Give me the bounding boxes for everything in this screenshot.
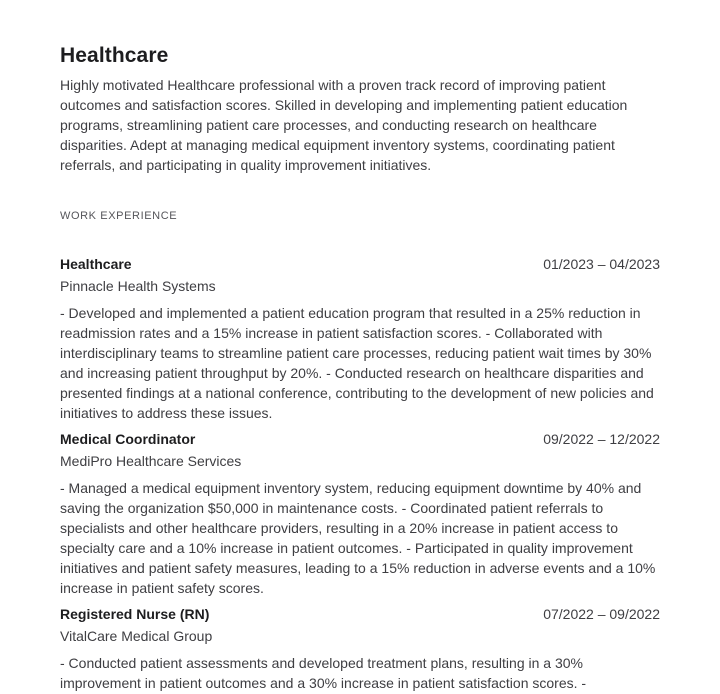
job-company: MediPro Healthcare Services bbox=[60, 453, 242, 469]
job-title: Registered Nurse (RN) bbox=[60, 606, 210, 622]
section-label-work-experience: WORK EXPERIENCE bbox=[60, 210, 178, 222]
resume-title: Healthcare bbox=[60, 44, 169, 67]
job-dates: 07/2022 – 09/2022 bbox=[543, 606, 660, 622]
work-experience-entry bbox=[60, 429, 660, 598]
job-description: - Managed a medical equipment inventory system, reducing equipment downtime by 40% and saving the organization $50,000 in maintenance costs. - Coordinated patient referrals to specialists and other healthcare providers, resulting in a 20% increase in patient access to specialty care and a 10% increase in patient outcomes. - Participated in quality improvement initiatives and patient safety measures, leading to a 15% reduction in adverse events and a 10% increase in patient safety scores. bbox=[60, 480, 656, 596]
job-header bbox=[60, 254, 660, 274]
resume-summary: Highly motivated Healthcare professional with a proven track record of improving patient outcomes and satisfaction scores. Skilled in developing and implementing patient education programs, streamlining patient care processes, and conducting research on healthcare disparities. Adept at managing medical equipment inventory systems, coordinating patient referrals, and participating in quality improvement initiatives. bbox=[60, 77, 628, 173]
job-company: VitalCare Medical Group bbox=[60, 628, 213, 644]
job-description: - Developed and implemented a patient education program that resulted in a 25% reduction in readmission rates and a 15% increase in patient satisfaction scores. - Collaborated with interdisciplinary teams to streamline patient care processes, reducing patient wait times by 30% and increasing patient throughput by 20%. - Conducted research on healthcare disparities and presented findings at a national conference, contributing to the development of new policies and initiatives to address these issues. bbox=[60, 305, 654, 421]
work-experience-entry bbox=[60, 604, 660, 693]
job-header bbox=[60, 429, 660, 449]
job-header bbox=[60, 604, 660, 624]
work-experience-entry bbox=[60, 254, 660, 423]
job-description: - Conducted patient assessments and developed treatment plans, resulting in a 30% improvement in patient outcomes and a 30% increase in patient satisfaction scores. - bbox=[60, 655, 587, 691]
job-title: Healthcare bbox=[60, 256, 132, 272]
job-company: Pinnacle Health Systems bbox=[60, 278, 216, 294]
job-dates: 09/2022 – 12/2022 bbox=[543, 431, 660, 447]
job-dates: 01/2023 – 04/2023 bbox=[543, 256, 660, 272]
job-title: Medical Coordinator bbox=[60, 431, 196, 447]
